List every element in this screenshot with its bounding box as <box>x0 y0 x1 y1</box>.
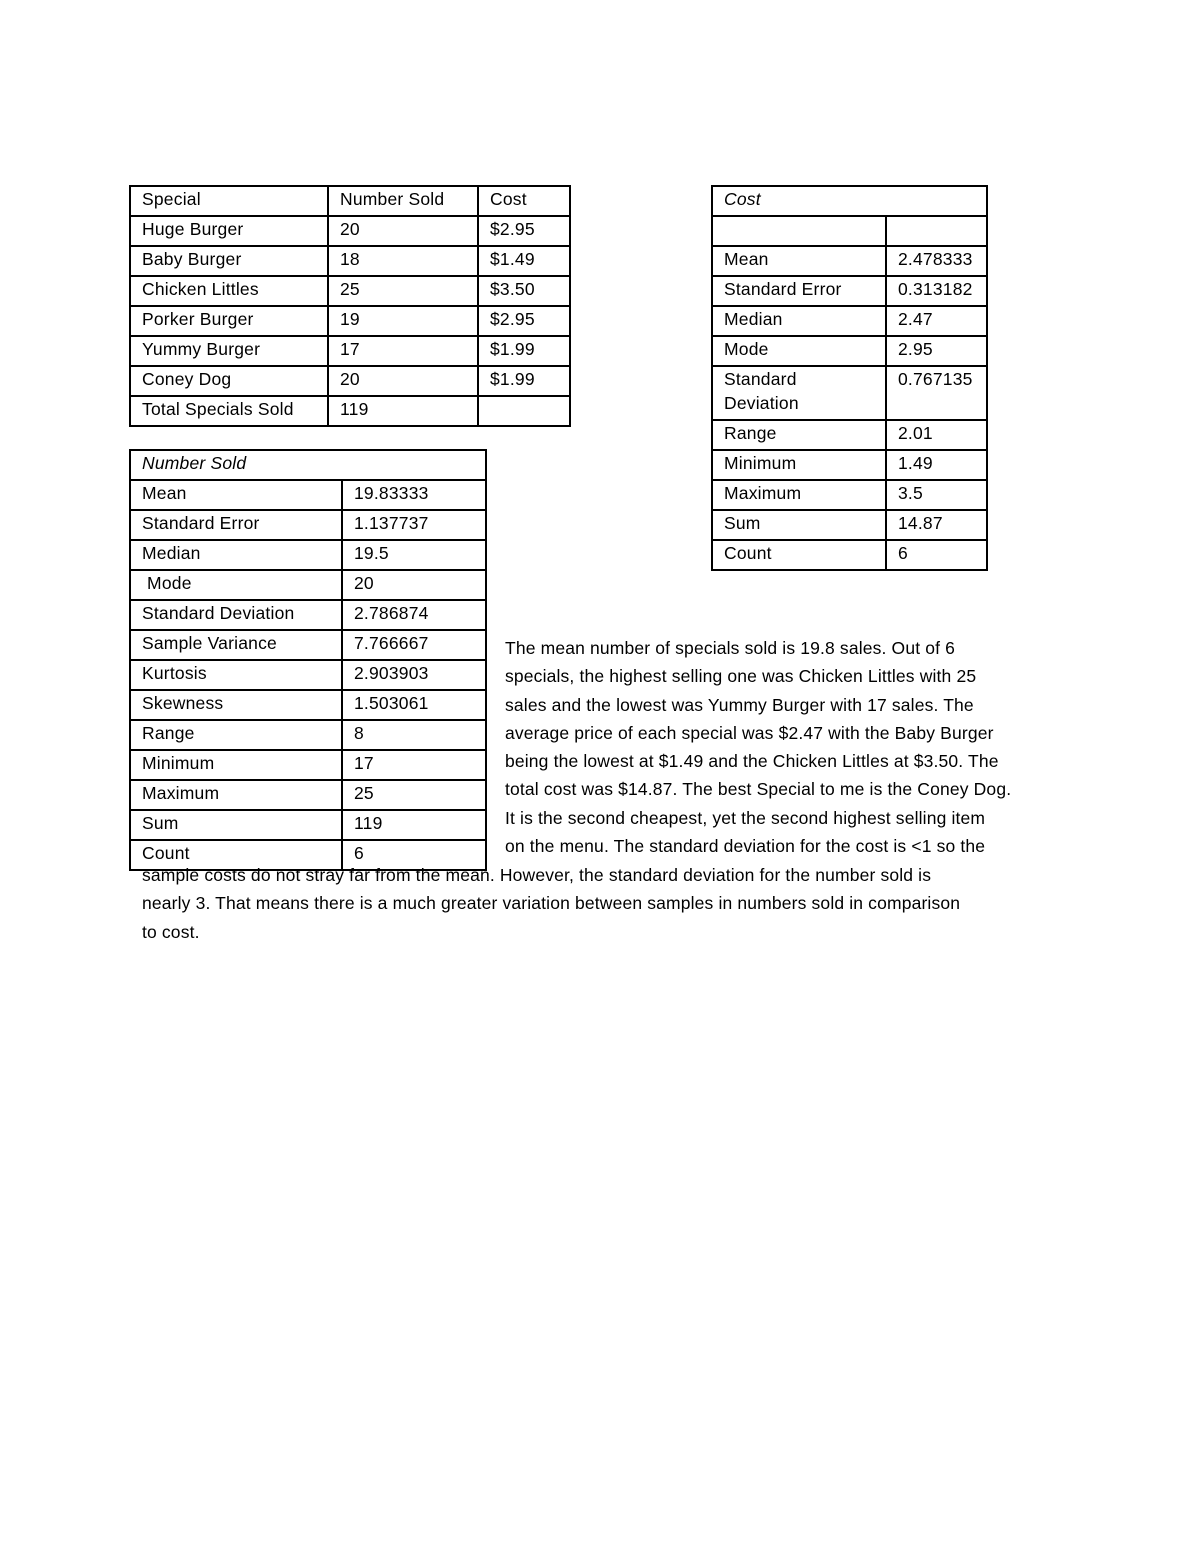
stat-label: Sample Variance <box>130 630 342 660</box>
summary-line: sample costs do not stray far from the mean. However, the standard deviation for the number sold is <box>142 865 932 885</box>
summary-line: total cost was $14.87. The best Special to me is the Coney Dog. <box>505 779 1012 800</box>
stat-label: Maximum <box>130 780 342 810</box>
stats-row <box>712 450 987 480</box>
number-sold: 20 <box>328 216 478 246</box>
total-row <box>130 396 570 426</box>
stat-value: 19.5 <box>342 540 486 570</box>
stats-row <box>712 510 987 540</box>
number-sold-stats-table <box>129 449 487 871</box>
stat-value: 6 <box>886 540 987 570</box>
stats-row <box>130 510 486 540</box>
stats-row <box>130 630 486 660</box>
cost: $1.49 <box>478 246 570 276</box>
stat-label: Minimum <box>130 750 342 780</box>
stats-row <box>130 600 486 630</box>
special-name: Huge Burger <box>130 216 328 246</box>
number-sold: 20 <box>328 366 478 396</box>
stat-label: Minimum <box>712 450 886 480</box>
stat-label: Maximum <box>712 480 886 510</box>
stats-row <box>130 660 486 690</box>
stats-row <box>130 690 486 720</box>
stats-row <box>712 366 987 420</box>
stat-value: 1.49 <box>886 450 987 480</box>
total-label: Total Specials Sold <box>130 396 328 426</box>
stat-value: 1.137737 <box>342 510 486 540</box>
stat-label: Range <box>712 420 886 450</box>
stat-label: Range <box>130 720 342 750</box>
cost: $1.99 <box>478 336 570 366</box>
stat-value: 0.313182 <box>886 276 987 306</box>
table-row <box>130 246 570 276</box>
table-row <box>130 276 570 306</box>
stat-label: Median <box>712 306 886 336</box>
stats-title-row <box>130 450 486 480</box>
stat-value: 6 <box>342 840 486 870</box>
stats-row <box>712 336 987 366</box>
stats-row <box>712 276 987 306</box>
cost: $1.99 <box>478 366 570 396</box>
stats-row <box>130 780 486 810</box>
number-sold: 19 <box>328 306 478 336</box>
special-name: Chicken Littles <box>130 276 328 306</box>
summary-paragraph-full <box>142 861 1062 946</box>
stats-title-row <box>712 186 987 216</box>
stats-row <box>712 480 987 510</box>
stat-value: 2.01 <box>886 420 987 450</box>
stat-value: 8 <box>342 720 486 750</box>
stat-label: Sum <box>712 510 886 540</box>
stat-label: Mean <box>712 246 886 276</box>
table-row <box>130 306 570 336</box>
total-value: 119 <box>328 396 478 426</box>
special-name: Porker Burger <box>130 306 328 336</box>
stat-value: 119 <box>342 810 486 840</box>
stat-label: Standard Error <box>712 276 886 306</box>
stat-value: 2.95 <box>886 336 987 366</box>
stats-title: Number Sold <box>130 450 486 480</box>
stat-value: 14.87 <box>886 510 987 540</box>
stats-title: Cost <box>712 186 987 216</box>
stat-value: 7.766667 <box>342 630 486 660</box>
number-sold: 25 <box>328 276 478 306</box>
number-sold: 18 <box>328 246 478 276</box>
header-number-sold: Number Sold <box>328 186 478 216</box>
stat-value: 0.767135 <box>886 366 987 420</box>
special-name: Yummy Burger <box>130 336 328 366</box>
specials-table <box>129 185 571 427</box>
stats-row <box>712 540 987 570</box>
stat-value: 25 <box>342 780 486 810</box>
stat-label: Kurtosis <box>130 660 342 690</box>
stats-row <box>130 810 486 840</box>
stat-label: Standard Error <box>130 510 342 540</box>
stat-value: 3.5 <box>886 480 987 510</box>
stats-row <box>130 480 486 510</box>
summary-line: It is the second cheapest, yet the second highest selling item <box>505 807 986 828</box>
stat-label <box>712 216 886 246</box>
header-special: Special <box>130 186 328 216</box>
stat-value: 20 <box>342 570 486 600</box>
stat-value <box>886 216 987 246</box>
summary-line: to cost. <box>142 921 200 942</box>
stat-label: Median <box>130 540 342 570</box>
stat-value: 19.83333 <box>342 480 486 510</box>
summary-line: being the lowest at $1.49 and the Chicken Littles at $3.50. The <box>505 751 999 772</box>
stat-label: Standard Deviation <box>130 600 342 630</box>
cost: $3.50 <box>478 276 570 306</box>
special-name: Baby Burger <box>130 246 328 276</box>
table-row <box>130 336 570 366</box>
stat-label: Skewness <box>130 690 342 720</box>
header-cost: Cost <box>478 186 570 216</box>
cost: $2.95 <box>478 306 570 336</box>
cost: $2.95 <box>478 216 570 246</box>
cost-stats-table <box>711 185 988 571</box>
stat-label: Mode <box>130 570 342 600</box>
summary-paragraph-right <box>505 634 1065 860</box>
stat-value: 2.903903 <box>342 660 486 690</box>
stats-row <box>712 246 987 276</box>
stat-label: Count <box>712 540 886 570</box>
stats-row <box>130 540 486 570</box>
summary-line: sales and the lowest was Yummy Burger with 17 sales. The <box>505 694 974 715</box>
stats-row <box>130 570 486 600</box>
stat-value: 1.503061 <box>342 690 486 720</box>
stat-label: Count <box>130 840 342 870</box>
stats-row <box>130 720 486 750</box>
summary-line: The mean number of specials sold is 19.8 sales. Out of 6 <box>505 638 956 658</box>
table-row <box>130 366 570 396</box>
stat-value: 2.478333 <box>886 246 987 276</box>
stat-label: Mode <box>712 336 886 366</box>
summary-line: average price of each special was $2.47 with the Baby Burger <box>505 722 994 743</box>
stat-value: 2.47 <box>886 306 987 336</box>
stats-row <box>712 306 987 336</box>
summary-line: specials, the highest selling one was Chicken Littles with 25 <box>505 666 977 687</box>
total-cost-empty <box>478 396 570 426</box>
table-header-row <box>130 186 570 216</box>
stats-row <box>712 420 987 450</box>
stat-value: 17 <box>342 750 486 780</box>
stats-row <box>130 750 486 780</box>
stat-label: Sum <box>130 810 342 840</box>
summary-line: on the menu. The standard deviation for the cost is <1 so the <box>505 836 986 857</box>
stat-label: Mean <box>130 480 342 510</box>
stat-value: 2.786874 <box>342 600 486 630</box>
table-row <box>130 216 570 246</box>
number-sold: 17 <box>328 336 478 366</box>
summary-line: nearly 3. That means there is a much greater variation between samples in numbers sold in comparison <box>142 893 961 914</box>
stats-row <box>712 216 987 246</box>
special-name: Coney Dog <box>130 366 328 396</box>
stat-label: Standard Deviation <box>712 366 886 420</box>
